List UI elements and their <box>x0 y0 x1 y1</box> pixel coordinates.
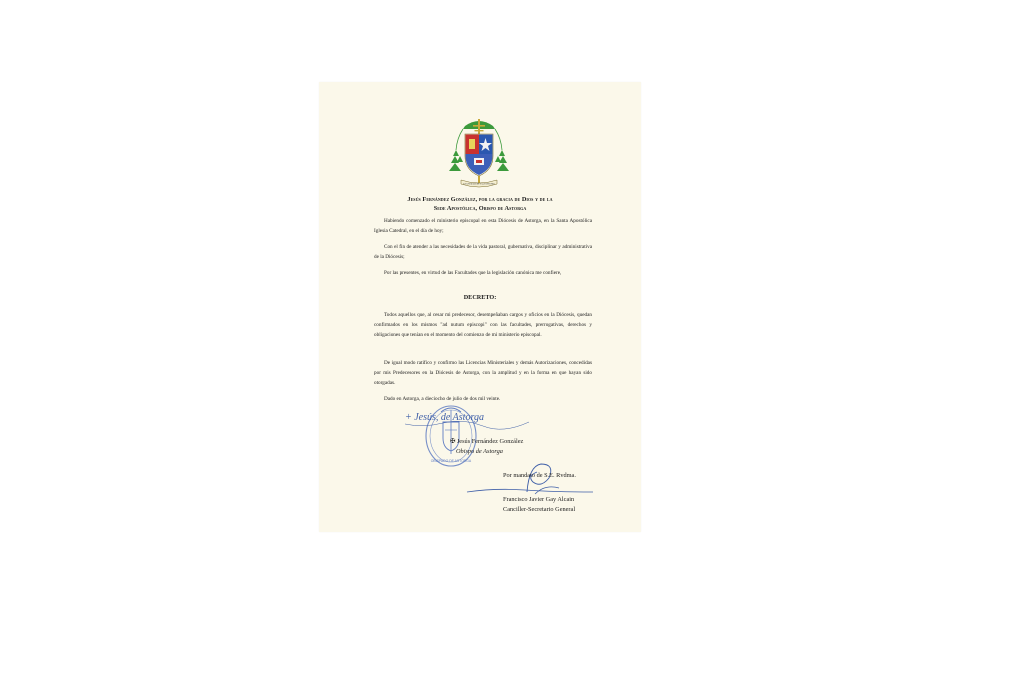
document-sheet <box>319 82 641 532</box>
paragraph-4: Todos aquellos que, al cesar mi predecesor, desempeñaban cargos y oficios en la Diócesis, quedan confirmados en los mismos "ad nutum episcopi" con las facultades, prerrogativas, derechos y obligaciones que tenían en el momento del comienzo de mi ministerio episcopal. <box>374 312 592 339</box>
chancellor-name: Francisco Javier Gay Alcain <box>503 496 575 503</box>
seal-text: OBISPADO DE ASTORGA <box>430 459 472 463</box>
bishop-name: ✠ Jesús Fernández González <box>450 438 524 445</box>
chancellor-title: Canciller-Secretario General <box>503 505 576 513</box>
bishop-handwritten-signature: + Jesús, de Astorga <box>405 412 484 423</box>
paragraph-1: Habiendo comenzado el ministerio episcopal en esta Diócesis de Astorga, en la Santa Apostólica Iglesia Catedral, en el día de hoy; <box>374 218 592 235</box>
decreto-title: DECRETO: <box>463 294 497 301</box>
paragraph-5: De igual modo ratifico y confirmo las Licencias Ministeriales y demás Autorizaciones, concedidas por mis Predecesores en la Diócesis de Astorga, con la amplitud y en la forma en que hayan sido otorgadas. <box>374 360 592 387</box>
bishop-name-block <box>450 437 523 456</box>
chancellor-mandate: Por mandato de S.E. Rvdma. <box>503 472 576 479</box>
heading-line-1: Jesús Fernández González, por la gracia de Dios y de la <box>407 196 553 203</box>
coat-motto: EVANGELIUM SALVATIONIS <box>463 182 495 186</box>
document-heading <box>365 196 595 213</box>
coat-of-arms-icon <box>447 116 511 196</box>
paragraph-6: Dado en Astorga, a dieciocho de julio de dos mil veinte. <box>384 396 501 402</box>
bishop-title: Obispo de Astorga <box>456 447 503 455</box>
heading-line-2: Sede Apostólica, Obispo de Astorga <box>433 204 527 212</box>
chancellor-block <box>503 495 575 514</box>
bishop-signature-scribble <box>403 402 533 432</box>
paragraph-2: Con el fin de atender a las necesidades de la vida pastoral, gubernativa, disciplinar y administrativa de la Diócesis; <box>374 244 592 261</box>
paragraph-3: Por las presentes, en virtud de las Facultades que la legislación canónica me confiere, <box>384 270 562 276</box>
